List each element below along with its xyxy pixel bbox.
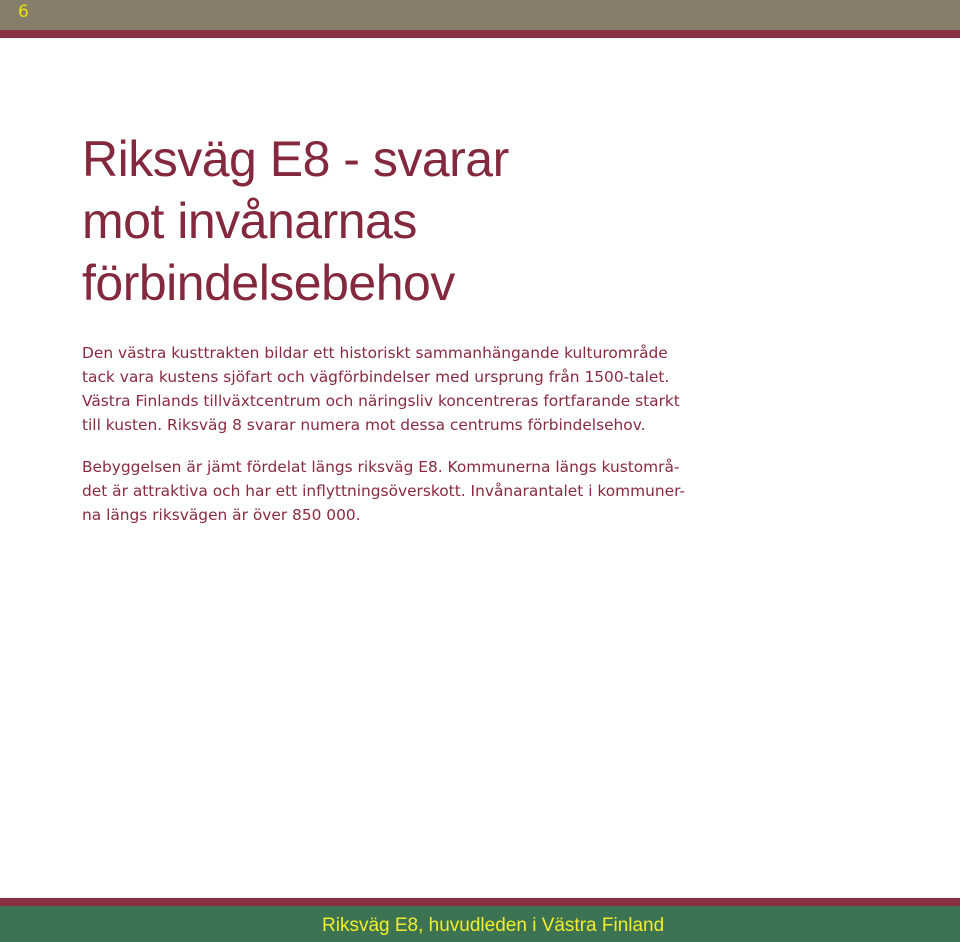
footer-accent-stripe	[0, 898, 960, 906]
title-line: Riksväg E8 - svarar	[82, 131, 509, 187]
page-title	[82, 128, 509, 314]
paragraph-line: till kusten. Riksväg 8 svarar numera mot dessa centrums förbindelsehov.	[82, 416, 646, 434]
footer-caption: Riksväg E8, huvudleden i Västra Finland	[322, 915, 665, 936]
paragraph-line: Västra Finlands tillväxtcentrum och näringsliv koncentreras fortfarande starkt	[82, 392, 680, 410]
paragraph-line: Den västra kusttrakten bildar ett historiskt sammanhängande kulturområde	[82, 344, 668, 362]
paragraph-line: det är attraktiva och har ett inflyttningsöverskott. Invånarantalet i kommuner-	[82, 482, 686, 500]
paragraph-line: na längs riksvägen är över 850 000.	[82, 506, 361, 524]
header-bar	[0, 0, 960, 30]
paragraph-line: Bebyggelsen är jämt fördelat längs riksväg E8. Kommunerna längs kustområ-	[82, 458, 680, 476]
population-paragraph	[82, 455, 685, 527]
title-line: mot invånarnas	[82, 193, 417, 249]
page-number: 6	[18, 2, 29, 22]
paragraph-line: tack vara kustens sjöfart och vägförbindelser med ursprung från 1500-talet.	[82, 368, 670, 386]
intro-paragraph	[82, 341, 680, 437]
title-line: förbindelsebehov	[82, 255, 455, 311]
header-accent-stripe	[0, 30, 960, 38]
